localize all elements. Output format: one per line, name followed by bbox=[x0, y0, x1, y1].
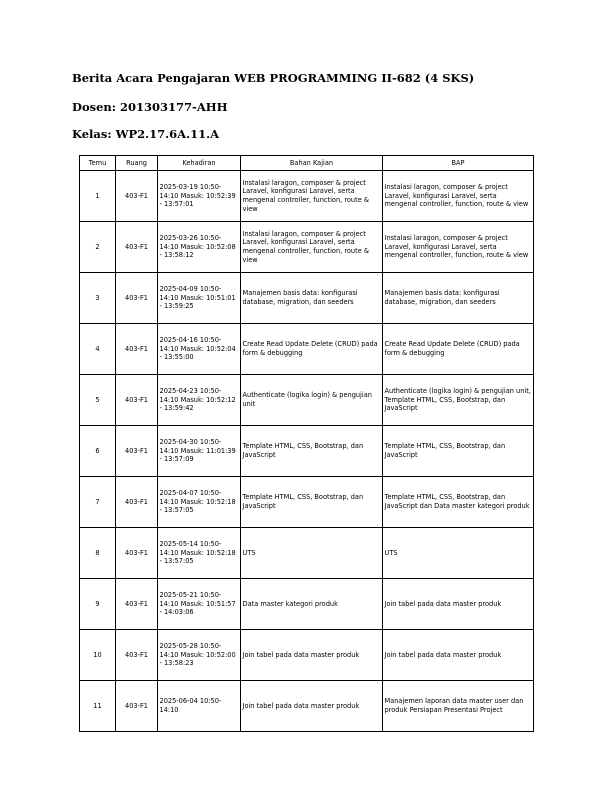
table-row bbox=[80, 681, 534, 732]
cell-bap: Join tabel pada data master produk bbox=[383, 630, 534, 681]
cell-temu: 2 bbox=[80, 222, 116, 273]
table-row bbox=[80, 222, 534, 273]
cell-ruang: 403-F1 bbox=[116, 426, 158, 477]
cell-bap: Instalasi laragon, composer & project Laravel, konfigurasi Laravel, serta mengenal controller, function, route & view bbox=[383, 171, 534, 222]
cell-kehadiran: 2025-04-16 10:50-14:10 Masuk: 10:52:04 - 13:55:00 bbox=[158, 324, 241, 375]
cell-ruang: 403-F1 bbox=[116, 171, 158, 222]
cell-bahan-kajian: Template HTML, CSS, Bootstrap, dan JavaScript bbox=[241, 426, 383, 477]
cell-ruang: 403-F1 bbox=[116, 528, 158, 579]
cell-bahan-kajian: Authenticate (logika login) & pengujian unit bbox=[241, 375, 383, 426]
cell-bap: Template HTML, CSS, Bootstrap, dan JavaScript bbox=[383, 426, 534, 477]
cell-temu: 10 bbox=[80, 630, 116, 681]
cell-temu: 8 bbox=[80, 528, 116, 579]
cell-temu: 4 bbox=[80, 324, 116, 375]
cell-bahan-kajian: Instalasi laragon, composer & project Laravel, konfigurasi Laravel, serta mengenal controller, function, route & view bbox=[241, 222, 383, 273]
cell-bahan-kajian: Instalasi laragon, composer & project Laravel, konfigurasi Laravel, serta mengenal controller, function, route & view bbox=[241, 171, 383, 222]
cell-ruang: 403-F1 bbox=[116, 273, 158, 324]
cell-kehadiran: 2025-04-23 10:50-14:10 Masuk: 10:52:12 - 13:59:42 bbox=[158, 375, 241, 426]
cell-bahan-kajian: UTS bbox=[241, 528, 383, 579]
column-header-ruang: Ruang bbox=[116, 156, 158, 171]
cell-bap: Manajemen laporan data master user dan produk Persiapan Presentasi Project bbox=[383, 681, 534, 732]
cell-kehadiran: 2025-05-14 10:50-14:10 Masuk: 10:52:18 - 13:57:05 bbox=[158, 528, 241, 579]
column-header-bap: BAP bbox=[383, 156, 534, 171]
table-row bbox=[80, 171, 534, 222]
table-row bbox=[80, 375, 534, 426]
cell-ruang: 403-F1 bbox=[116, 630, 158, 681]
cell-temu: 6 bbox=[80, 426, 116, 477]
column-header-bahan-kajian: Bahan Kajian bbox=[241, 156, 383, 171]
cell-bahan-kajian: Data master kategori produk bbox=[241, 579, 383, 630]
cell-kehadiran: 2025-03-26 10:50-14:10 Masuk: 10:52:08 - 13:58:12 bbox=[158, 222, 241, 273]
cell-temu: 7 bbox=[80, 477, 116, 528]
table-row bbox=[80, 477, 534, 528]
cell-temu: 1 bbox=[80, 171, 116, 222]
cell-bap: Create Read Update Delete (CRUD) pada form & debugging bbox=[383, 324, 534, 375]
table-row bbox=[80, 528, 534, 579]
cell-bahan-kajian: Create Read Update Delete (CRUD) pada form & debugging bbox=[241, 324, 383, 375]
class-line: Kelas: WP2.17.6A.11.A bbox=[72, 127, 220, 141]
cell-bahan-kajian: Join tabel pada data master produk bbox=[241, 630, 383, 681]
cell-kehadiran: 2025-03-19 10:50-14:10 Masuk: 10:52:39 - 13:57:01 bbox=[158, 171, 241, 222]
cell-kehadiran: 2025-04-09 10:50-14:10 Masuk: 10:51:01 - 13:59:25 bbox=[158, 273, 241, 324]
cell-bap: Join tabel pada data master produk bbox=[383, 579, 534, 630]
cell-ruang: 403-F1 bbox=[116, 222, 158, 273]
cell-ruang: 403-F1 bbox=[116, 324, 158, 375]
cell-bahan-kajian: Template HTML, CSS, Bootstrap, dan JavaScript bbox=[241, 477, 383, 528]
cell-kehadiran: 2025-05-28 10:50-14:10 Masuk: 10:52:00 - 13:58:23 bbox=[158, 630, 241, 681]
table-row bbox=[80, 324, 534, 375]
cell-kehadiran: 2025-05-21 10:50-14:10 Masuk: 10:51:57 - 14:03:06 bbox=[158, 579, 241, 630]
cell-bap: Template HTML, CSS, Bootstrap, dan JavaScript dan Data master kategori produk bbox=[383, 477, 534, 528]
cell-bap: Manajemen basis data: konfigurasi database, migration, dan seeders bbox=[383, 273, 534, 324]
cell-kehadiran: 2025-06-04 10:50-14:10 bbox=[158, 681, 241, 732]
cell-ruang: 403-F1 bbox=[116, 579, 158, 630]
cell-kehadiran: 2025-04-07 10:50-14:10 Masuk: 10:52:18 - 13:57:05 bbox=[158, 477, 241, 528]
cell-temu: 5 bbox=[80, 375, 116, 426]
cell-bap: Instalasi laragon, composer & project Laravel, konfigurasi Laravel, serta mengenal controller, function, route & view bbox=[383, 222, 534, 273]
cell-temu: 9 bbox=[80, 579, 116, 630]
lecturer-line: Dosen: 201303177-AHH bbox=[72, 100, 228, 114]
cell-ruang: 403-F1 bbox=[116, 477, 158, 528]
cell-ruang: 403-F1 bbox=[116, 681, 158, 732]
table-header-row bbox=[80, 156, 534, 171]
column-header-temu: Temu bbox=[80, 156, 116, 171]
cell-temu: 3 bbox=[80, 273, 116, 324]
table-row bbox=[80, 273, 534, 324]
cell-temu: 11 bbox=[80, 681, 116, 732]
table-row bbox=[80, 426, 534, 477]
cell-kehadiran: 2025-04-30 10:50-14:10 Masuk: 11:01:39 - 13:57:09 bbox=[158, 426, 241, 477]
cell-bahan-kajian: Join tabel pada data master produk bbox=[241, 681, 383, 732]
teaching-record-table bbox=[79, 155, 534, 732]
cell-bap: UTS bbox=[383, 528, 534, 579]
cell-ruang: 403-F1 bbox=[116, 375, 158, 426]
table-row bbox=[80, 630, 534, 681]
document-title: Berita Acara Pengajaran WEB PROGRAMMING II-682 (4 SKS) bbox=[72, 71, 475, 85]
cell-bahan-kajian: Manajemen basis data: konfigurasi database, migration, dan seeders bbox=[241, 273, 383, 324]
table-row bbox=[80, 579, 534, 630]
column-header-kehadiran: Kehadiran bbox=[158, 156, 241, 171]
cell-bap: Authenticate (logika login) & pengujian unit, Template HTML, CSS, Bootstrap, dan JavaScript bbox=[383, 375, 534, 426]
